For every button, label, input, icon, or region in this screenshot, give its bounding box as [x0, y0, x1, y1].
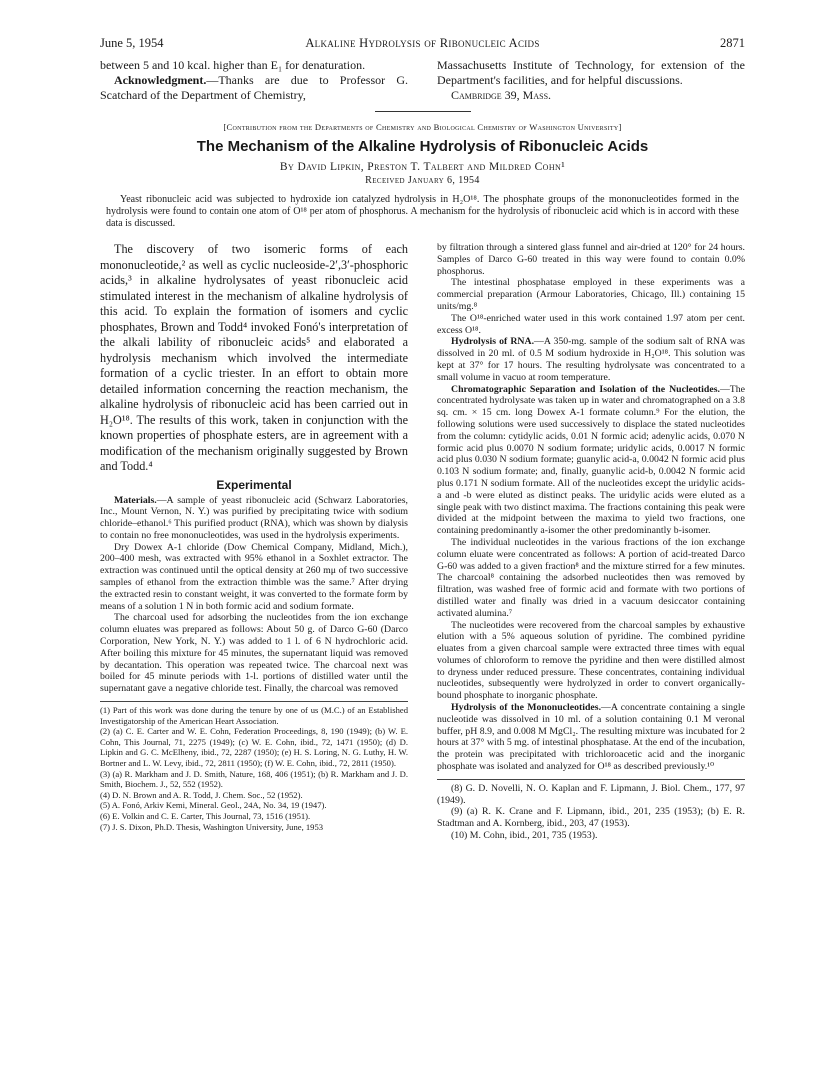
introduction: The discovery of two isomeric forms of each mononucleotide,² as well as cyclic nucleoside-2′,3′-phosphoric acids,³ in alkaline hydrolysates of yeast ribonucleic acid stimulated interest in the mechanism of alkaline hydrolysis of this acid. To explain the formation of isomers and cyclic phosphates, Brown and Todd⁴ invoked Fonó's interpretation of the alkali lability of ribonucleic acids⁵ and elaborated a hydrolysis mechanism which involved the intermediate formation of a cyclic triester. In an effort to obtain more detailed information concerning the reaction mechanism, the alkaline hydrolysis of ribonucleic acid has been carried out in H₂O¹⁸. The results of this work, taken in conjunction with the known properties of phosphate esters, are in agreement with a modification of the mechanism originally suggested by Brown and Todd.⁴: [100, 242, 408, 473]
materials-paragraph: [100, 495, 408, 542]
footnote: (1) Part of this work was done during the tenure by one of us (M.C.) of an Established Investigatorship of the American Heart Association.: [100, 705, 408, 726]
charcoal-continued: by filtration through a sintered glass funnel and air-dried at 120° for 24 hours. Samples of Darco G-60 treated in this way were found to contain 0.0% phosphorus.: [437, 242, 745, 277]
acknowledgment-text: —Thanks are due to Professor G. Scatchard of the Department of Chemistry,: [100, 73, 408, 102]
mononucleotide-heading: Hydrolysis of the Mononucleotides.: [451, 702, 602, 714]
charcoal-paragraph: The charcoal used for adsorbing the nucleotides from the ion exchange column eluates was prepared as follows: About 50 g. of Darco G-60 (Darco Corporation, New York, N. Y.) was added to 1 l. of 6 N hydrochloric acid. After boiling this mixture for 45 minutes, the supernatant liquid was removed by decantation. This operation was repeated twice. The charcoal next was boiled for 45 minute periods with 1-l. portions of distilled water until the supernatant gave a negative chloride test. Finally, the charcoal was removed: [100, 612, 408, 695]
acknowledgment: [100, 73, 408, 103]
article-body: [100, 242, 745, 842]
page-header: [100, 36, 745, 58]
footnote: (3) (a) R. Markham and J. D. Smith, Nature, 168, 406 (1951); (b) R. Markham and J. D. Smith, Biochem. J., 52, 552 (1952).: [100, 768, 408, 790]
footnote: (6) E. Volkin and C. E. Carter, This Journal, 73, 1516 (1951).: [100, 810, 311, 821]
received-date: Received January 6, 1954: [365, 175, 480, 186]
article-title: The Mechanism of the Alkaline Hydrolysis of Ribonucleic Acids: [196, 138, 649, 155]
materials-text: —A sample of yeast ribonucleic acid (Schwarz Laboratories, Inc., Mount Vernon, N. Y.) was purified by precipitating twice with sodium chloride–ethanol.⁶ This purified product (RNA), which was shown by dialysis to contain no free mononucleotides, was used in the hydrolysis experiments.: [100, 494, 408, 541]
recovery-paragraph: The nucleotides were recovered from the charcoal samples by exhaustive elution with a 5% aqueous solution of pyridine. The combined pyridine eluates from a given charcoal sample were extracted three times with equal volumes of chloroform to remove the pyridine and then were distilled almost to dryness under reduced pressure. These concentrates, containing individual nucleotides, subsequently were hydrolyzed in order to convert organically-bound phosphate to inorganic phosphate.: [437, 619, 745, 702]
contribution-line: [Contribution from the Departments of Chemistry and Biological Chemistry of Washington University]: [223, 122, 622, 132]
left-column: [100, 242, 408, 842]
prev-right-column: [437, 58, 745, 103]
left-footnotes: [100, 705, 408, 832]
prev-left-column: [100, 58, 408, 103]
mononucleotide-paragraph: [437, 702, 745, 773]
address: Cambridge 39, Mass.: [451, 88, 552, 102]
acknowledgment-heading: Acknowledgment.: [114, 73, 207, 87]
phosphatase-paragraph: The intestinal phosphatase employed in these experiments was a commercial preparation (Armour Laboratories, Chicago, Ill.) containing 15 units/mg.⁸: [437, 277, 745, 312]
individual-nucleotides-paragraph: The individual nucleotides in the various fractions of the ion exchange column eluate were concentrated as follows: A portion of acid-treated Darco G-60 was added to a given fraction⁸ and the mixture stirred for a few minutes. The charcoal⁸ containing the adsorbed nucleotides then was removed by filtration, was washed free of formic acid and formate with two portions of distilled water and finally was dried in a vacuum desiccator containing activated alumina.⁷: [437, 536, 745, 619]
authors: By David Lipkin, Preston T. Talbert and Mildred Cohn¹: [279, 161, 566, 173]
hydrolysis-heading: Hydrolysis of RNA.: [451, 336, 535, 348]
footnote: (2) (a) C. E. Carter and W. E. Cohn, Federation Proceedings, 8, 190 (1949); (b) W. E. Cohn, This Journal, 71, 2275 (1949); (c) W. E. Cohn, ibid., 72, 1471 (1950); (d) D. Lipkin and G. C. McElheny, ibid., 72, 2287 (1950); (e) H. S. Loring, N. G. Luthy, H. W. Bortner and L. W. Levy, ibid., 72, 2811 (1950); (f) W. E. Cohn, ibid., 72, 2811 (1950).: [100, 726, 408, 769]
section-rule: [375, 111, 471, 112]
footnote-rule: [437, 779, 745, 780]
footnote: (5) A. Fonó, Arkiv Kemi, Mineral. Geol., 24A, No. 34, 19 (1947).: [100, 800, 327, 811]
chromatography-paragraph: [437, 384, 745, 537]
footnote: (7) J. S. Dixon, Ph.D. Thesis, Washington University, June, 1953: [100, 821, 324, 832]
right-column: [437, 242, 745, 842]
chromatography-heading: Chromatographic Separation and Isolation of the Nucleotides.: [451, 383, 720, 395]
acknowledgment-continued: Massachusetts Institute of Technology, for extension of the Department's facilities, and for helpful discussions.: [437, 58, 745, 87]
abstract: Yeast ribonucleic acid was subjected to hydroxide ion catalyzed hydrolysis in H₂O¹⁸. The phosphate groups of the mononucleotides formed in the hydrolysis were found to contain one atom of O¹⁸ per atom of phosphorus. A mechanism for the hydrolysis of ribonucleic acid which is in accord with these data is discussed.: [106, 194, 739, 229]
header-date: June 5, 1954: [100, 36, 164, 50]
hydrolysis-paragraph: [437, 336, 745, 383]
prev-paragraph: between 5 and 10 kcal. higher than E₁ for denaturation.: [100, 58, 366, 72]
enriched-water-paragraph: The O¹⁸-enriched water used in this work contained 1.97 atom per cent. excess O¹⁸.: [437, 312, 745, 336]
footnote: (8) G. D. Novelli, N. O. Kaplan and F. Lipmann, J. Biol. Chem., 177, 97 (1949).: [437, 782, 745, 806]
mononucleotide-text: —A concentrate containing a single nucleotide was dissolved in 10 ml. of a solution containing 0.1 M veronal buffer, pH 8.9, and 0.008 M MgCl₂. The resulting mixture was incubated for 2 hours at 37° with 5 mg. of intestinal phosphatase. At the end of the incubation, the protein was precipitated with trichloroacetic acid and the inorganic phosphate was isolated and analyzed for O¹⁸ as described previously.¹⁰: [437, 702, 745, 773]
footnote-rule: [100, 701, 408, 702]
footnote: (4) D. N. Brown and A. R. Todd, J. Chem. Soc., 52 (1952).: [100, 789, 303, 800]
page-number: 2871: [720, 36, 745, 50]
experimental-heading: Experimental: [216, 477, 292, 492]
dowex-paragraph: Dry Dowex A-1 chloride (Dow Chemical Company, Midland, Mich.), 200–400 mesh, was extracted with 95% ethanol in a Soxhlet extractor. The extraction was continued until the optical density at 260 mμ of two successive samples of ethanol from the extraction thimble was the same.⁷ After drying the extracted resin to constant weight, it was converted to the formate form by means of a solution 1 N in both formic acid and sodium formate.: [100, 541, 408, 612]
hydrolysis-text: —A 350-mg. sample of the sodium salt of RNA was dissolved in 20 ml. of 0.5 M sodium hydroxide in H₂O¹⁸. This solution was kept at 37° for 17 hours. The resulting hydrolysate was concentrated to a small volume in vacuo at room temperature.: [437, 336, 745, 383]
right-footnotes: [437, 783, 745, 842]
journal-page: [100, 36, 745, 842]
running-title: Alkaline Hydrolysis of Ribonucleic Acids: [305, 36, 540, 50]
footnote: (9) (a) R. K. Crane and F. Lipmann, ibid., 201, 235 (1953); (b) E. R. Stadtman and A. Kornberg, ibid., 203, 47 (1953).: [437, 806, 745, 830]
chromatography-text: —The concentrated hydrolysate was taken up in water and chromatographed on a 3.8 sq. cm. × 15 cm. long Dowex A-1 formate column.⁹ For the elution, the following solutions were used successively to displace the stated nucleotides from the column: cytidylic acids, 0.01 N formic acid; adenylic acids, 0.070 N formic acid plus 0.0070 N sodium formate; uridylic acids, 0.0017 N formic acid plus 0.030 N sodium formate; guanylic acid-a, 0.0042 N formic acid plus 0.103 N sodium formate; and, finally, guanylic acid-b, 0.0042 N formic acid plus 0.171 N sodium formate. All of the nucleotides except the uridylic acids-a and -b were eluted as distinct peaks. The uridylic acids were eluted as a single peak with two distinct maxima. The fractions containing this peak were divided at the midpoint between the maxima to yield two fractions, one containing predominantly a-isomer the other predominantly b-isomer.: [437, 383, 745, 537]
footnote: (10) M. Cohn, ibid., 201, 735 (1953).: [451, 830, 598, 842]
previous-article-end: [100, 58, 745, 103]
materials-heading: Materials.: [114, 494, 157, 506]
